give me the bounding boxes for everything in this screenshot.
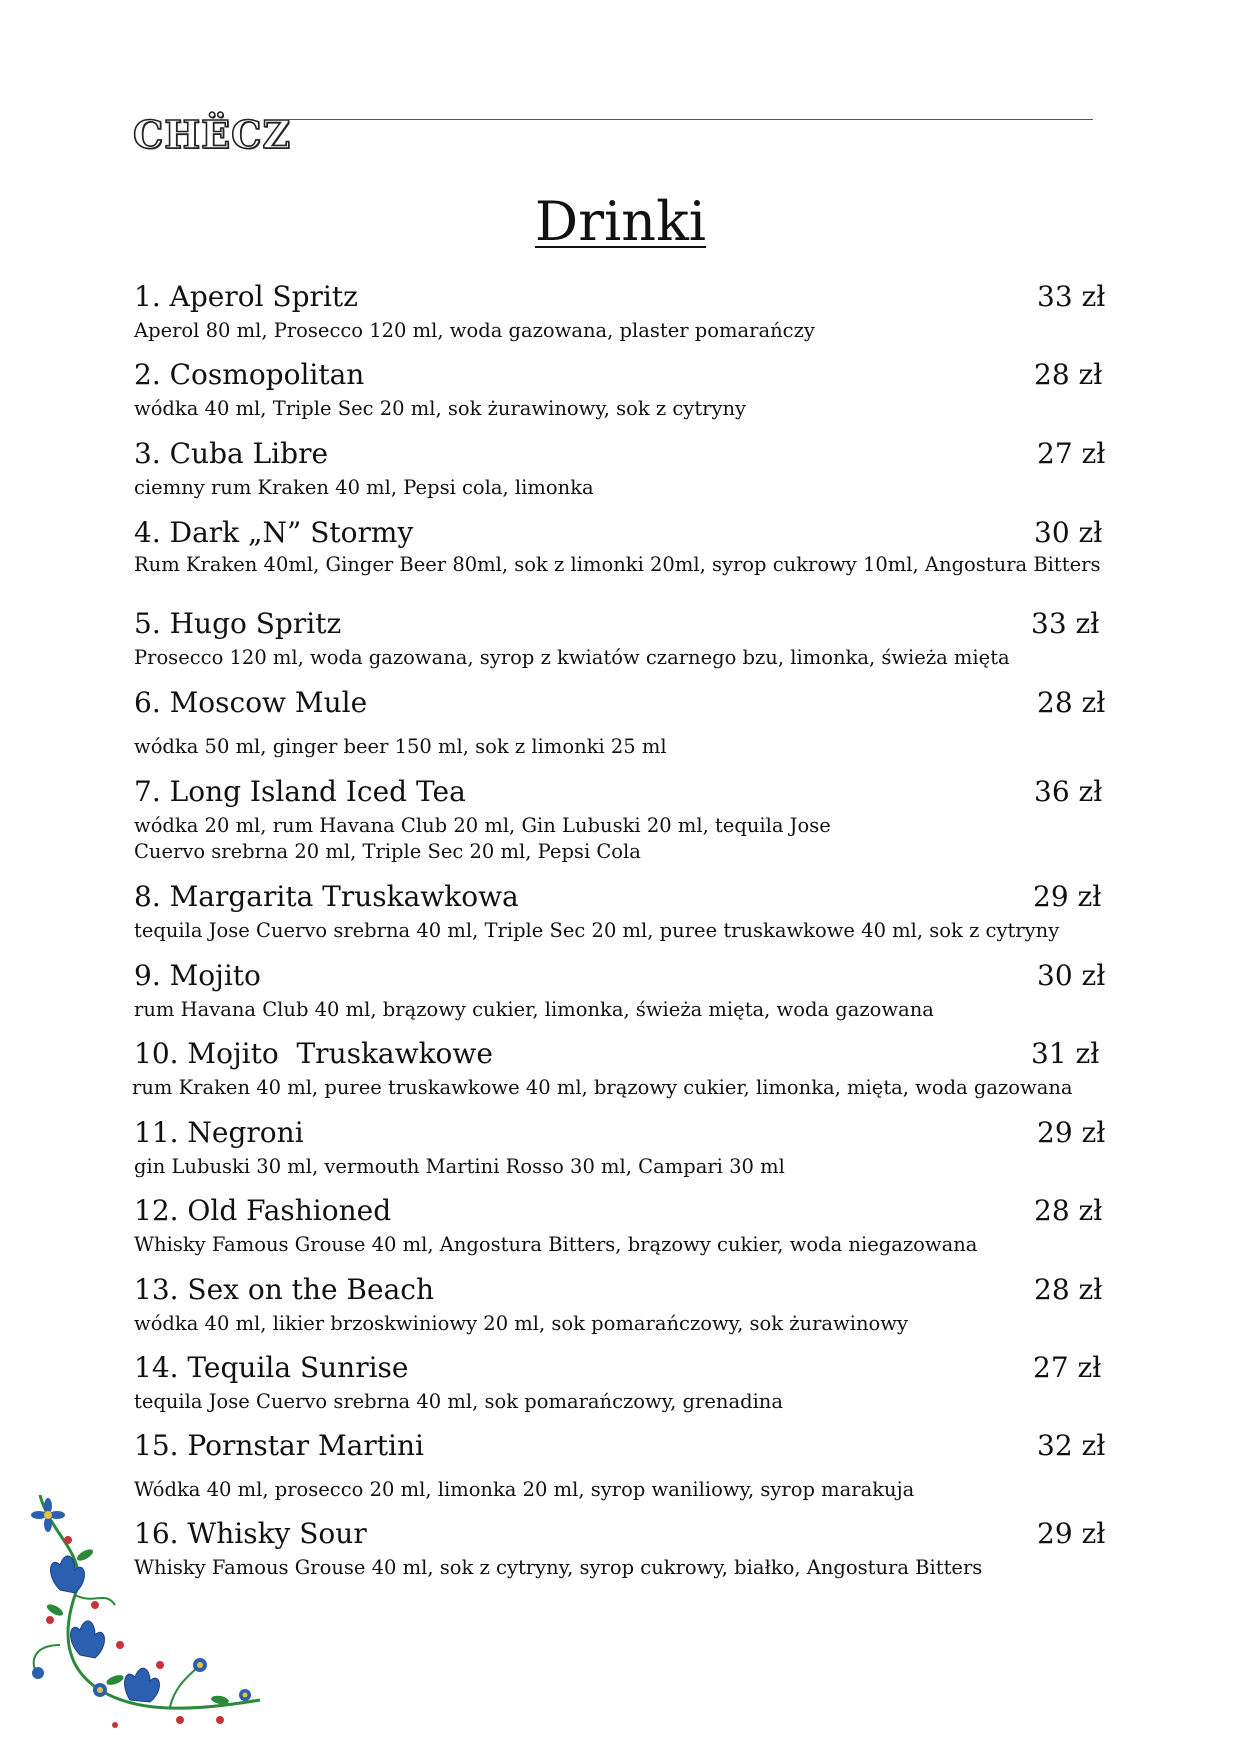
item-price: 28 zł	[1034, 1194, 1103, 1227]
item-name: 6. Moscow Mule	[134, 686, 368, 719]
item-price: 27 zł	[1033, 1351, 1102, 1384]
brand-logo: CHËCZ	[133, 112, 292, 157]
floral-ornament	[20, 1495, 280, 1735]
item-price: 28 zł	[1034, 1273, 1103, 1306]
item-price: 33 zł	[1037, 280, 1106, 313]
item-name: 9. Mojito	[134, 959, 261, 992]
item-price: 27 zł	[1037, 437, 1106, 470]
item-description-line-2: Cuervo srebrna 20 ml, Triple Sec 20 ml, Pepsi Cola	[134, 840, 641, 863]
item-price: 28 zł	[1034, 358, 1103, 391]
item-price: 31 zł	[1031, 1037, 1100, 1070]
item-description: Whisky Famous Grouse 40 ml, sok z cytryny, syrop cukrowy, białko, Angostura Bitters	[134, 1556, 983, 1579]
item-name: 10. Mojito Truskawkowe	[134, 1037, 493, 1070]
item-description: tequila Jose Cuervo srebrna 40 ml, Triple Sec 20 ml, puree truskawkowe 40 ml, sok z cytryny	[134, 919, 1060, 942]
item-description: wódka 50 ml, ginger beer 150 ml, sok z limonki 25 ml	[134, 735, 667, 758]
item-price: 30 zł	[1037, 959, 1106, 992]
item-name: 15. Pornstar Martini	[134, 1429, 424, 1462]
item-description: ciemny rum Kraken 40 ml, Pepsi cola, limonka	[134, 476, 594, 499]
item-name: 2. Cosmopolitan	[134, 358, 365, 391]
header-divider	[285, 119, 1093, 120]
item-name: 4. Dark „N” Stormy	[134, 516, 414, 549]
item-description: Aperol 80 ml, Prosecco 120 ml, woda gazowana, plaster pomarańczy	[134, 319, 815, 342]
item-description: Wódka 40 ml, prosecco 20 ml, limonka 20 ml, syrop waniliowy, syrop marakuja	[134, 1478, 915, 1501]
item-name: 1. Aperol Spritz	[134, 280, 358, 313]
item-name: 7. Long Island Iced Tea	[134, 775, 466, 808]
item-name: 11. Negroni	[134, 1116, 304, 1149]
item-description: Prosecco 120 ml, woda gazowana, syrop z kwiatów czarnego bzu, limonka, świeża mięta	[134, 646, 1010, 669]
item-description: wódka 40 ml, Triple Sec 20 ml, sok żurawinowy, sok z cytryny	[134, 397, 747, 420]
item-description: Rum Kraken 40ml, Ginger Beer 80ml, sok z limonki 20ml, syrop cukrowy 10ml, Angostura Bitters	[134, 553, 1101, 576]
item-price: 29 zł	[1033, 880, 1102, 913]
item-price: 32 zł	[1037, 1429, 1106, 1462]
page-title: Drinki	[534, 190, 707, 253]
item-description: rum Havana Club 40 ml, brązowy cukier, limonka, świeża mięta, woda gazowana	[134, 998, 934, 1021]
item-price: 33 zł	[1031, 607, 1100, 640]
item-description: tequila Jose Cuervo srebrna 40 ml, sok pomarańczowy, grenadina	[134, 1390, 783, 1413]
item-name: 14. Tequila Sunrise	[134, 1351, 409, 1384]
item-price: 30 zł	[1034, 516, 1103, 549]
item-name: 5. Hugo Spritz	[134, 607, 342, 640]
item-description: wódka 20 ml, rum Havana Club 20 ml, Gin Lubuski 20 ml, tequila Jose	[134, 814, 831, 837]
item-name: 12. Old Fashioned	[134, 1194, 392, 1227]
item-price: 29 zł	[1037, 1517, 1106, 1550]
item-description: Whisky Famous Grouse 40 ml, Angostura Bitters, brązowy cukier, woda niegazowana	[134, 1233, 978, 1256]
item-name: 13. Sex on the Beach	[134, 1273, 434, 1306]
item-name: 3. Cuba Libre	[134, 437, 329, 470]
item-description: rum Kraken 40 ml, puree truskawkowe 40 ml, brązowy cukier, limonka, mięta, woda gazowana	[132, 1076, 1073, 1099]
item-description: gin Lubuski 30 ml, vermouth Martini Rosso 30 ml, Campari 30 ml	[134, 1155, 785, 1178]
item-name: 8. Margarita Truskawkowa	[134, 880, 519, 913]
item-price: 29 zł	[1037, 1116, 1106, 1149]
item-description: wódka 40 ml, likier brzoskwiniowy 20 ml, sok pomarańczowy, sok żurawinowy	[134, 1312, 908, 1335]
item-price: 28 zł	[1037, 686, 1106, 719]
item-name: 16. Whisky Sour	[134, 1517, 367, 1550]
item-price: 36 zł	[1034, 775, 1103, 808]
